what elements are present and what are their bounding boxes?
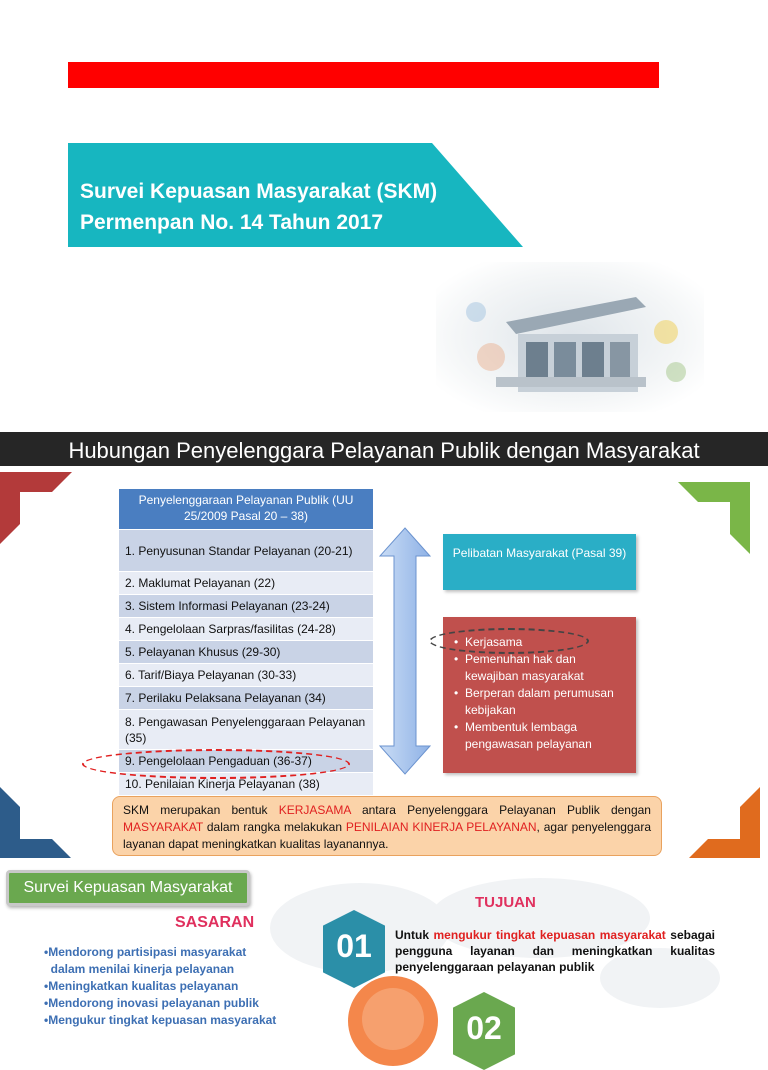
list-item: • Membentuk lembaga pengawasan pelayanan — [451, 719, 628, 753]
summary-highlight: KERJASAMA — [278, 803, 351, 817]
summary-highlight: MASYARAKAT — [123, 820, 204, 834]
tujuan-highlight: mengukur tingkat kepuasan masyarakat — [433, 928, 666, 942]
table-row: 10. Penilaian Kinerja Pelayanan (38) — [119, 772, 373, 795]
red-accent-bar — [68, 62, 659, 88]
community-involvement-box: Pelibatan Masyarakat (Pasal 39) — [443, 534, 636, 590]
highlight-ellipse-pengaduan — [82, 749, 350, 779]
tujuan-text-part: Untuk — [395, 928, 434, 942]
cover-title-line1: Survei Kepuasan Masyarakat (SKM) — [80, 180, 438, 203]
table-row: 7. Perilaku Pelaksana Pelayanan (34) — [119, 686, 373, 709]
section-label: Survei Kepuasan Masyarakat — [23, 879, 233, 896]
double-arrow-icon — [378, 528, 432, 774]
corner-decoration-bottom-right — [688, 787, 760, 859]
list-item: •Mengukur tingkat kepuasan masyarakat — [44, 1013, 277, 1027]
table-row: 2. Maklumat Pelayanan (22) — [119, 571, 373, 594]
table-row: 4. Pengelolaan Sarpras/fasilitas (24-28) — [119, 617, 373, 640]
section-label-box — [6, 870, 250, 906]
list-item: •Mendorong inovasi pelayanan publik — [44, 996, 259, 1010]
slide-relationship — [0, 432, 768, 858]
number-label-01: 01 — [336, 928, 372, 964]
list-item: dalam menilai kinerja pelayanan — [44, 962, 235, 976]
table-row: 3. Sistem Informasi Pelayanan (23-24) — [119, 594, 373, 617]
number-label-02: 02 — [466, 1010, 502, 1046]
highlight-ellipse-kerjasama — [429, 628, 589, 654]
table-row: 8. Pengawasan Penyelenggaraan Pelayanan (35) — [119, 709, 373, 749]
cover-title-line2: Permenpan No. 14 Tahun 2017 — [80, 211, 384, 234]
summary-text: , agar penyelenggara layanan dapat meningkatkan kualitas layanannya. — [123, 820, 651, 851]
table-row: 5. Pelayanan Khusus (29-30) — [119, 640, 373, 663]
sasaran-title: SASARAN — [175, 914, 255, 931]
corner-decoration-bottom-left — [0, 787, 72, 859]
slide-heading: Hubungan Penyelenggara Pelayanan Publik dengan Masyarakat — [68, 438, 700, 463]
slide-cover — [0, 0, 768, 432]
summary-text: dalam rangka melakukan — [203, 820, 346, 834]
table-row: 6. Tarif/Biaya Pelayanan (30-33) — [119, 663, 373, 686]
sasaran-list — [44, 944, 304, 1029]
table-header: Penyelenggaraan Pelayanan Publik (UU 25/2009 Pasal 20 – 38) — [119, 489, 373, 529]
list-item: • Pemenuhan hak dan kewajiban masyarakat — [451, 651, 628, 685]
list-item: • Kerjasama — [451, 634, 628, 651]
table-row: 1. Penyusunan Standar Pelayanan (20-21) — [119, 529, 373, 571]
list-item: •Meningkatkan kualitas pelayanan — [44, 979, 239, 993]
orange-circle-inner — [362, 988, 424, 1050]
slide-objectives — [0, 858, 768, 1046]
tujuan-title: TUJUAN — [475, 894, 536, 911]
list-item: •Mendorong partisipasi masyarakat — [44, 945, 247, 959]
list-item: • Berperan dalam perumusan kebijakan — [451, 685, 628, 719]
tujuan-text — [395, 927, 715, 975]
summary-text: antara Penyelenggara Pelayanan Publik dengan — [350, 803, 651, 817]
skm-summary-box — [112, 796, 662, 856]
corner-decoration-top-right — [678, 482, 750, 554]
summary-highlight: PENILAIAN KINERJA PELAYANAN — [345, 820, 537, 834]
tujuan-text-part: sebagai pengguna layanan dan meningkatkan kualitas penyelenggaraan pelayanan publik — [395, 928, 715, 974]
building-illustration — [436, 262, 704, 412]
corner-decoration-top-left — [0, 472, 72, 544]
summary-text: SKM merupakan bentuk — [123, 803, 279, 817]
table-row: 9. Pengelolaan Pengaduan (36-37) — [119, 749, 373, 772]
